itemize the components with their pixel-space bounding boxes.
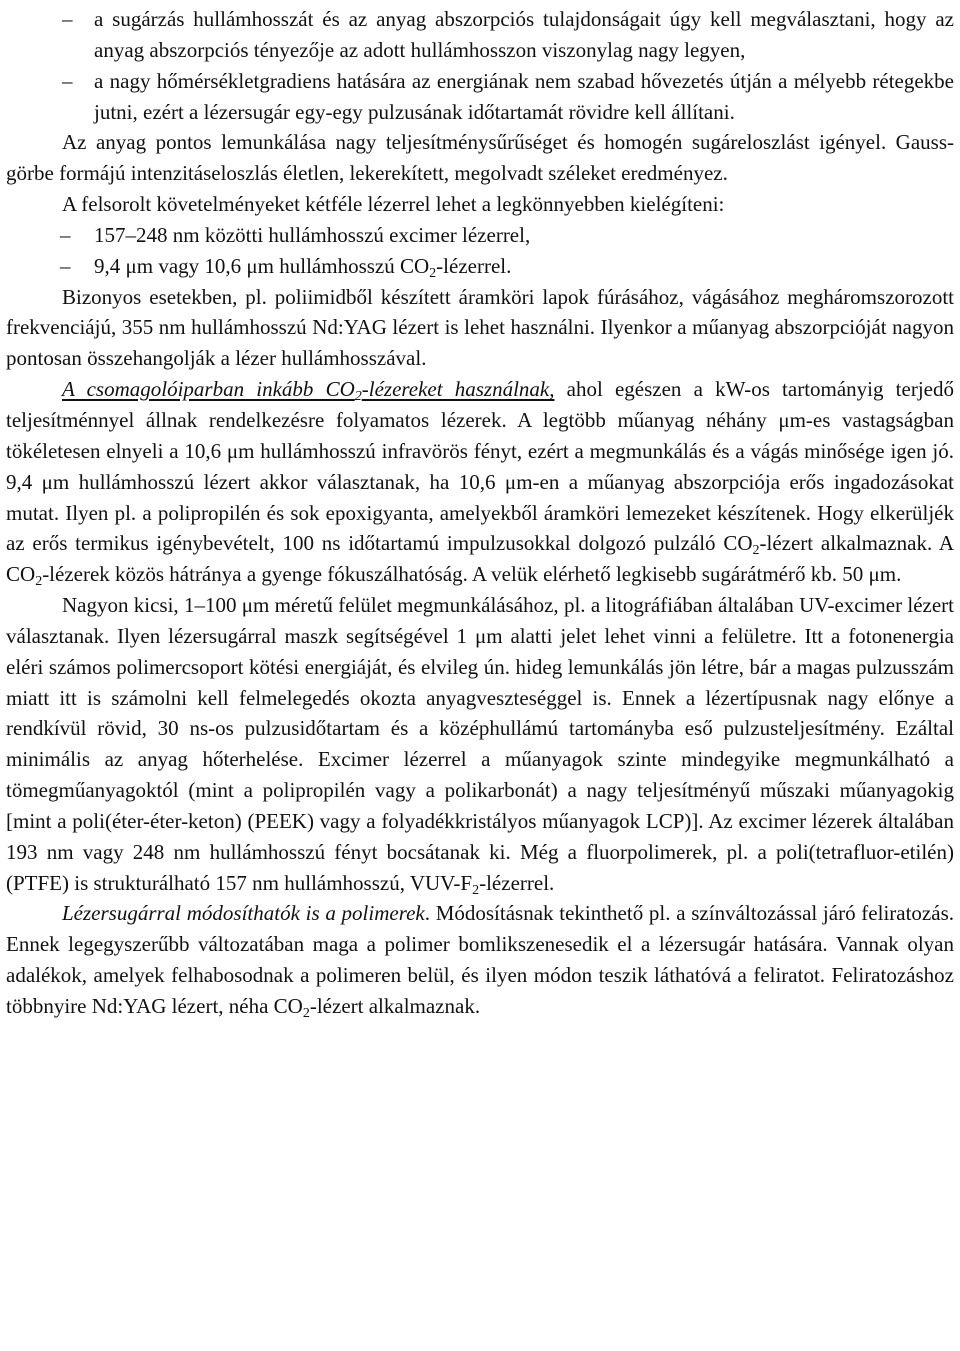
bullet-item-thermal-gradient xyxy=(6,66,954,128)
bullet-text: a sugárzás hullámhosszát és az anyag abszorpciós tulajdonságait úgy kell megválasztani, hogy az anyag abszorpciós tényezője az adott hullámhosszon viszonylag nagy legyen, xyxy=(94,7,954,62)
text-run: -lézert alkalmaznak. A CO xyxy=(6,531,954,587)
laser-list-text: 157–248 nm közötti hullámhosszú excimer lézerrel, xyxy=(94,222,531,247)
subscript: 2 xyxy=(354,389,362,405)
text-run: . Módosításnak tekinthető pl. a színváltozással járó feliratozás. Ennek legegyszerűbb változatában maga a polimer bomlikszenesedik el a lézersugár hatására. Vannak olyan adalékok, amelyek felhabosodnak a polimeren belül, és ilyen módon teszik láthatóvá a feliratot. Feliratozáshoz többnyire Nd:YAG lézert, néha CO xyxy=(6,901,954,1018)
emphasis-packaging xyxy=(62,377,555,405)
dash-bullet: – xyxy=(62,68,73,93)
subscript: 2 xyxy=(472,882,480,898)
laser-list-item-co2 xyxy=(6,251,954,282)
text-run: -lézert alkalmaznak. xyxy=(309,994,481,1018)
text-run: -lézerrel. xyxy=(436,253,512,278)
dash-bullet: – xyxy=(62,7,73,31)
text-run: A csomagolóiparban inkább CO xyxy=(62,377,355,402)
subscript: 2 xyxy=(752,543,760,559)
bullet-text: a nagy hőmérsékletgradiens hatására az energiának nem szabad hővezetés útján a mélyebb rétegekbe jutni, ezért a lézersugár egy-egy pulzusának időtartamát rövidre kell állítani. xyxy=(94,68,954,124)
paragraph-certain-cases: Bizonyos esetekben, pl. poliimidből készített áramköri lapok fúrásához, vágásához megháromszorozott frekvenciájú, 355 nm hullámhosszú Nd:YAG lézert is lehet használni. Ilyenkor a műanyag abszorpcióját nagyon pontosan összehangolják a lézer hullámhosszával. xyxy=(6,284,954,371)
subscript: 2 xyxy=(302,1006,310,1021)
text-run: -lézerrel. xyxy=(479,870,555,895)
paragraph-packaging xyxy=(6,374,954,590)
paragraph-requirements: A felsorolt követelményeket kétféle lézerrel lehet a legkönnyebben kielégíteni: xyxy=(62,192,725,217)
text-run: 9,4 μm vagy 10,6 μm hullámhosszú CO xyxy=(94,253,430,278)
laser-list-item-excimer xyxy=(6,220,954,251)
subscript: 2 xyxy=(35,574,43,590)
text-run: ahol egészen a kW-os tartományig terjedő teljesítménnyel állnak rendelkezésre folyamatos lézerek. A legtöbb műanyag néhány μm-es vastagságban tökéletesen elnyeli a 10,6 μm hullámhosszú infravörös fényt, ezért a megmunkálás és a vágás minősége igen jó. 9,4 μm hullámhosszú lézert akkor választanak, ha 10,6 μm-en a műanyag abszorpciója erős ingadozásokat mutat. Ilyen pl. a polipropilén és sok epoxigyanta, amelyekből áramköri lemezeket készítenek. Hogy elkerüljék az erős termikus igénybevételt, 100 ns időtartamú impulzusokkal dolgozó pulzáló CO xyxy=(6,377,954,556)
paragraph-small-surface xyxy=(6,590,954,898)
laser-list-text xyxy=(94,253,512,281)
text-run: -lézerek közös hátránya a gyenge fókuszálhatóság. A velük elérhető legkisebb sugárátmérő kb. 50 μm. xyxy=(42,562,902,587)
dash-bullet: – xyxy=(60,222,71,247)
dash-bullet: – xyxy=(60,253,71,278)
emphasis-modification: Lézersugárral módosíthatók is a polimerek xyxy=(62,901,425,926)
subscript: 2 xyxy=(429,265,437,281)
bullet-item-absorption xyxy=(6,4,954,66)
paragraph-precise-removal: Az anyag pontos lemunkálása nagy teljesítménysűrűséget és homogén sugáreloszlást igényel. Gauss-görbe formájú intenzitáseloszlás életlen, lekerekített, megolvadt széleket eredményez. xyxy=(6,130,954,186)
text-run: Nagyon kicsi, 1–100 μm méretű felület megmunkálásához, pl. a litográfiában általában UV-excimer lézert választanak. Ilyen lézersugárral maszk segítségével 1 μm alatti jelet lehet vinni a felületre. Itt a fotonenergia eléri számos polimercsoport kötési energiáját, és elvileg ún. hideg lemunkálás jön létre, bár a magas pulzusszám miatt itt is számolni kell felmelegedés okozta anyagveszteséggel is. Ennek a lézertípusnak nagy előnye a rendkívül rövid, 30 ns-os pulzusidőtartam és a középhullámú tartományba eső pulzusteljesítmény. Ezáltal minimális az anyag hőterhelése. Excimer lézerrel a műanyagok szinte mindegyike megmunkálható a tömegműanyagoktól (mint a polipropilén vagy a polikarbonát) a nagy teljesítményű műszaki műanyagokig [mint a poli(éter-éter-keton) (PEEK) vagy a folyadékkristályos műanyagok LCP)]. Az excimer lézerek általában 193 nm vagy 248 nm hullámhosszú fényt bocsátanak ki. Még a fluorpolimerek, pl. a poli(tetrafluor-etilén) (PTFE) is strukturálható 157 nm hullámhosszú, VUV-F xyxy=(6,593,954,895)
paragraph-modification xyxy=(6,898,954,1021)
text-run: -lézereket használnak, xyxy=(361,377,555,402)
